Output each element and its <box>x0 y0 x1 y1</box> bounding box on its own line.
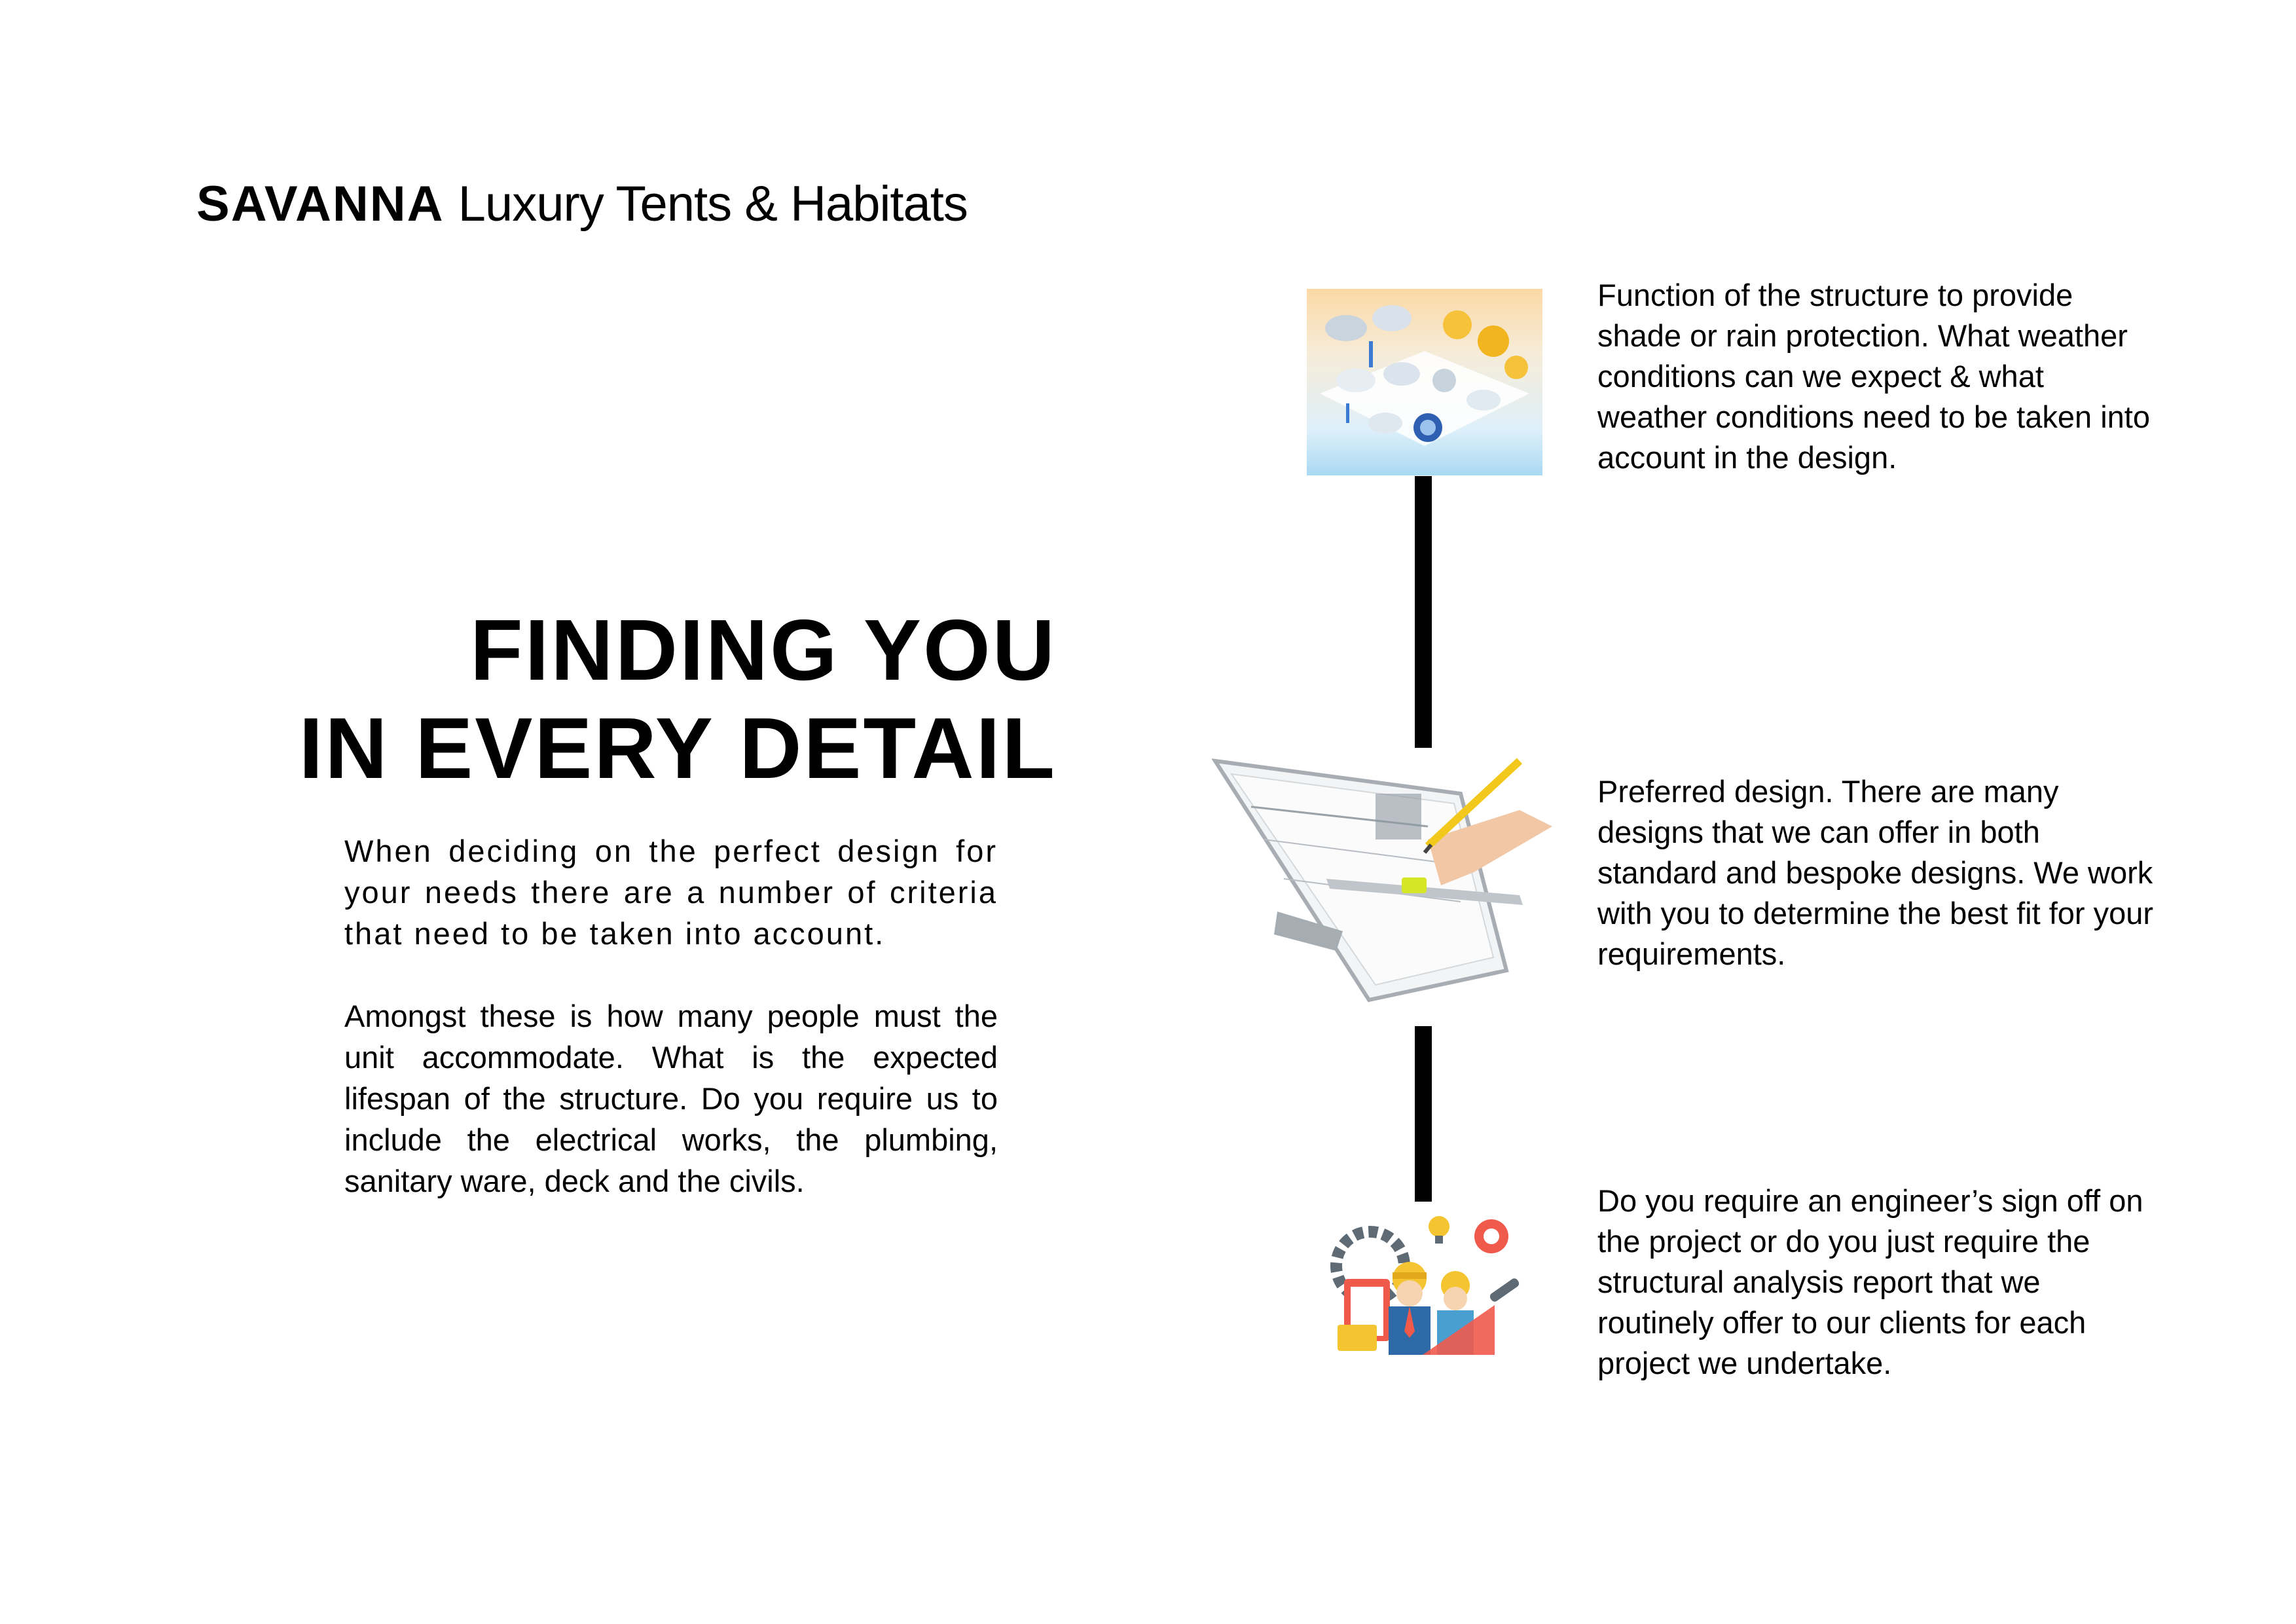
drafting-board-image <box>1212 748 1565 1003</box>
timeline-connector-2 <box>1415 1026 1432 1202</box>
intro-text <box>344 830 998 1243</box>
criteria-item-engineering: Do you require an engineer’s sign off on the project or do you just require the structural analysis report that we routinely offer to our clients for each project we undertake. <box>1597 1183 2143 1380</box>
brand-name: SAVANNA <box>196 176 445 232</box>
intro-paragraph-1: When deciding on the perfect design for your needs there are a number of criteria that need to be taken into account. <box>344 834 998 951</box>
weather-icons-image <box>1307 289 1542 475</box>
timeline-connector-1 <box>1415 476 1432 749</box>
title-line-1: FINDING YOU <box>470 602 1057 698</box>
brand-header <box>196 172 968 237</box>
brand-tagline: Luxury Tents & Habitats <box>458 176 968 232</box>
title-line-2: IN EVERY DETAIL <box>299 700 1057 796</box>
criteria-item-weather: Function of the structure to provide shade or rain protection. What weather conditions can we expect & what weather conditions need to be taken into account in the design. <box>1597 278 2150 475</box>
intro-paragraph-2: Amongst these is how many people must the unit accommodate. What is the expected lifespan of the structure. Do you require us to include the electrical works, the plumbing, sanitary ware, deck and the civils. <box>344 999 998 1198</box>
engineers-illustration <box>1324 1207 1531 1355</box>
page-title <box>206 601 1057 798</box>
criteria-item-design: Preferred design. There are many designs that we can offer in both standard and bespoke designs. We work with you to determine the best fit for your requirements. <box>1597 774 2154 971</box>
